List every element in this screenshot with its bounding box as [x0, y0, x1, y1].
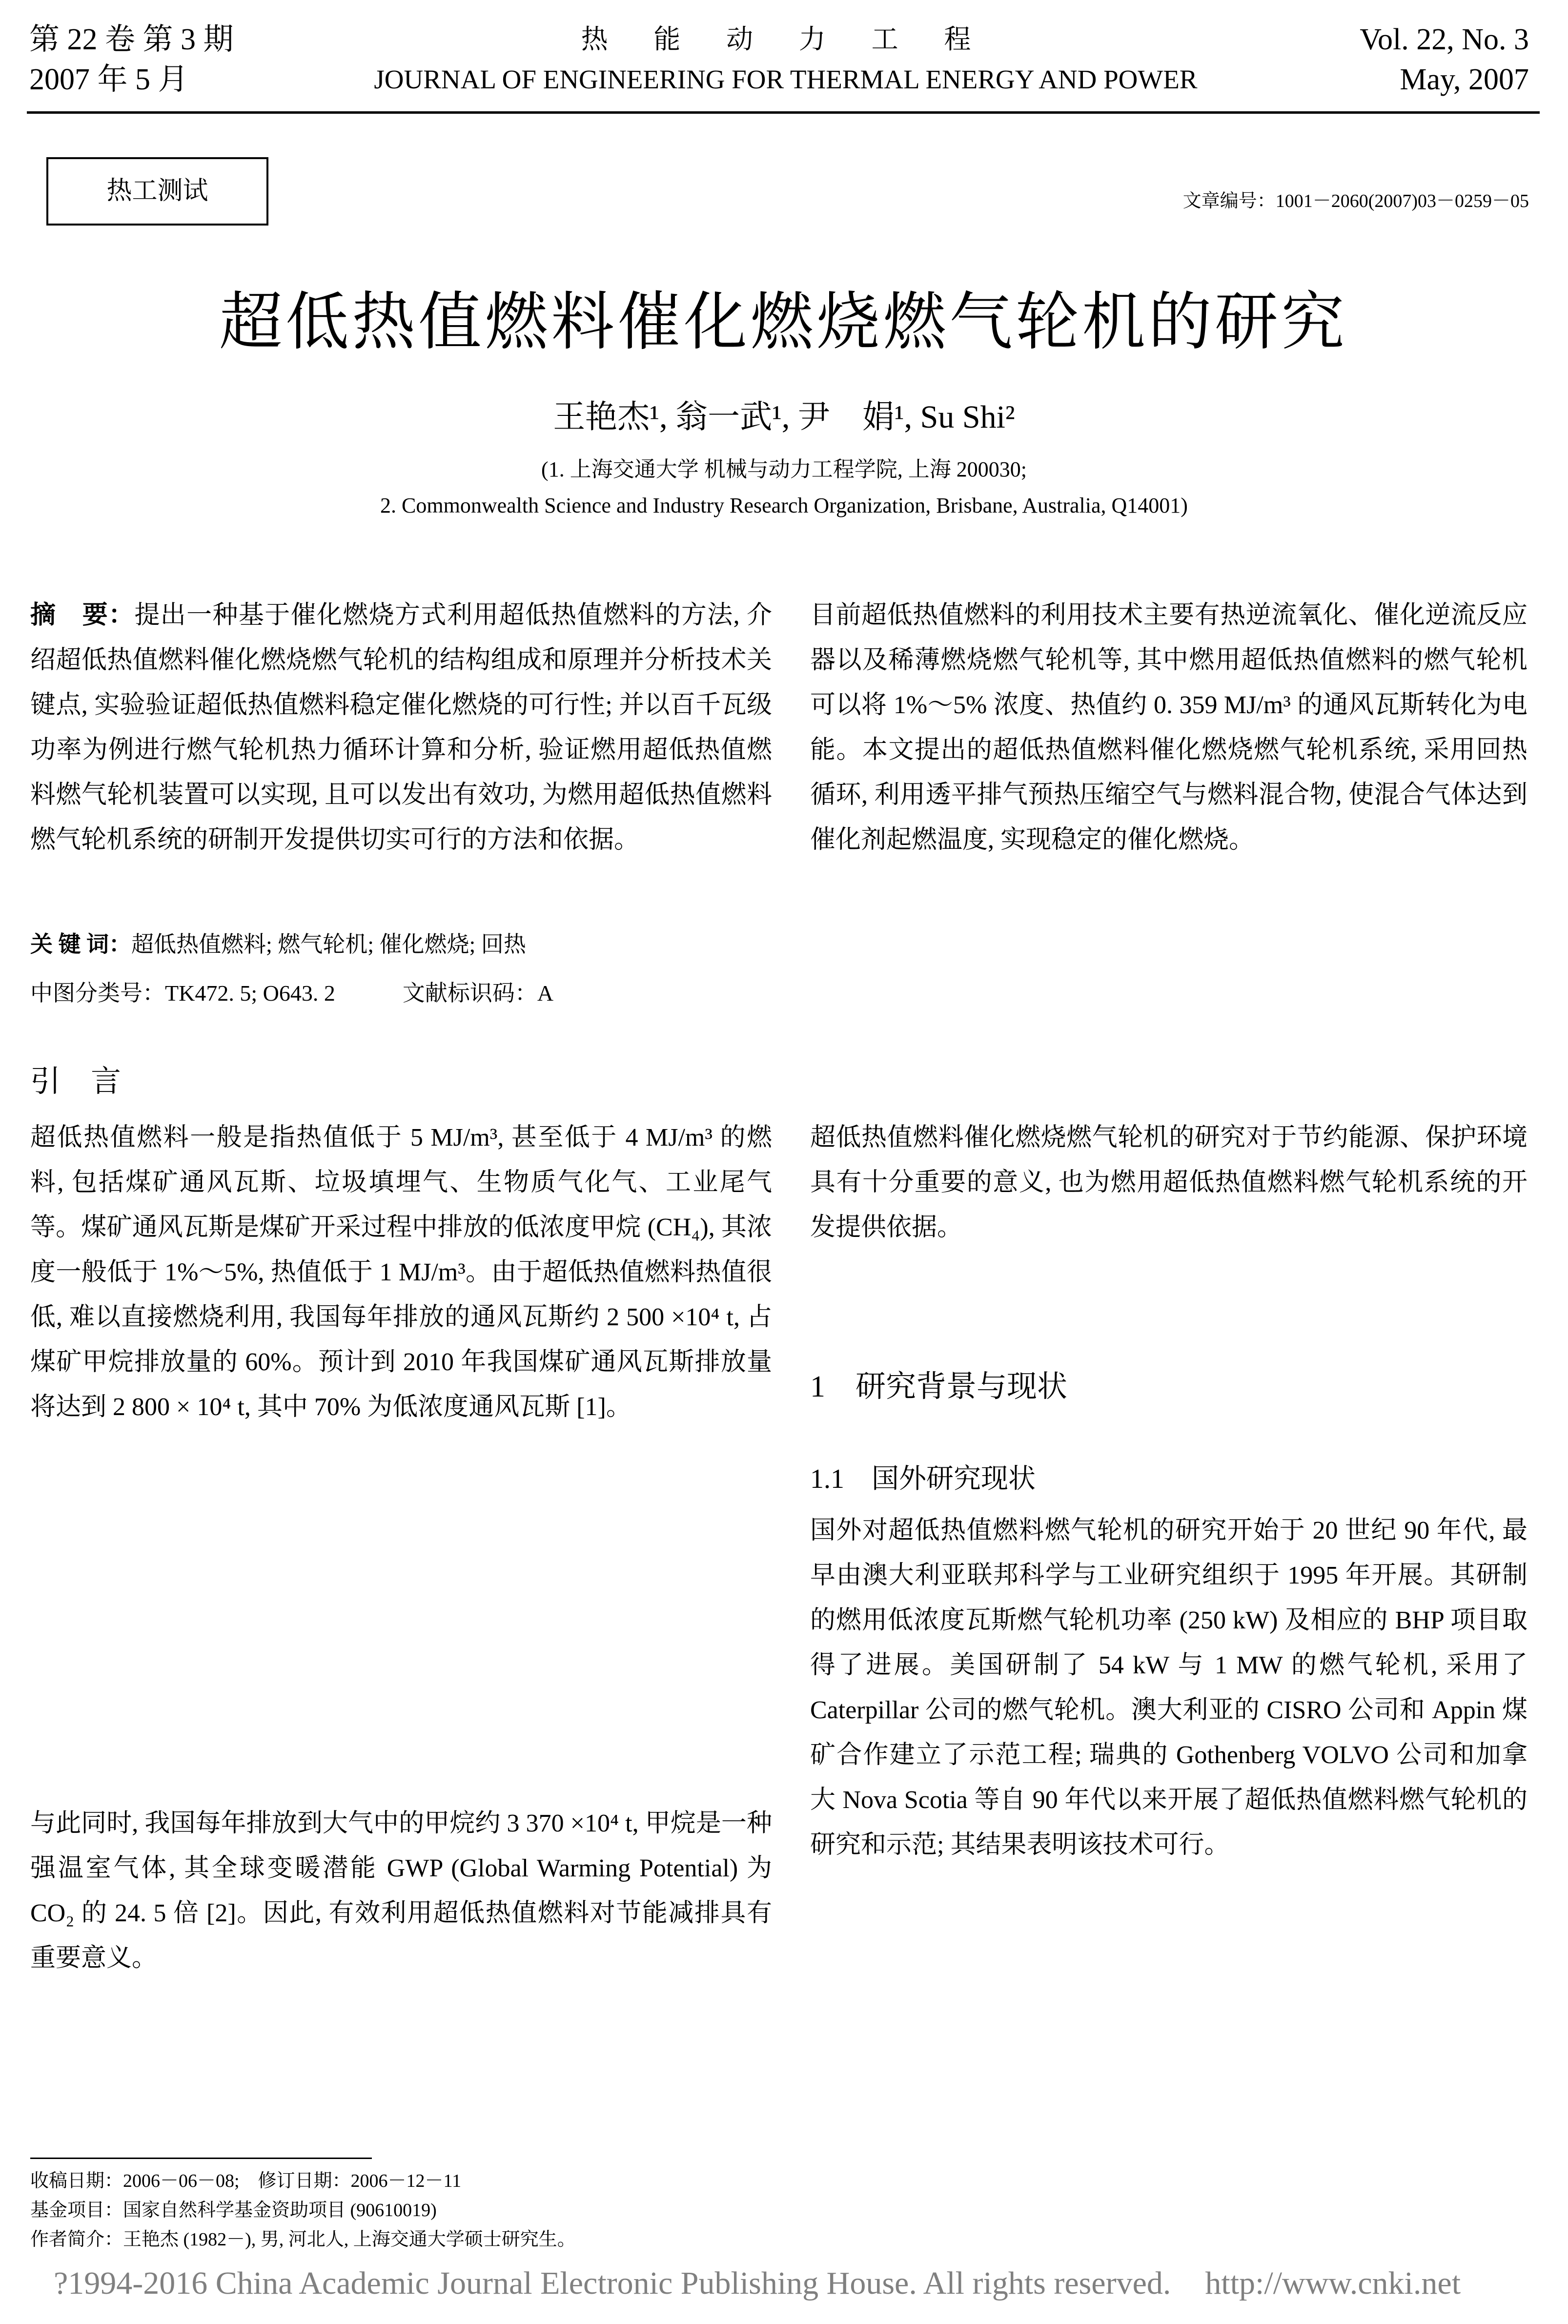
authors: 王艳杰¹, 翁一武¹, 尹 娟¹, Su Shi² [553, 399, 1015, 435]
intro-paragraph-2: 与此同时, 我国每年排放到大气中的甲烷约 3 370 ×10⁴ t, 甲烷是一种强温室气体, 其全球变暖潜能 GWP (Global Warming Potential) 为 CO₂ 的 24. 5 倍 [2]。因此, 有效利用超低热值燃料对节能减排具有重要意义。 [30, 1810, 772, 1972]
keywords-text: 超低热值燃料; 燃气轮机; 催化燃烧; 回热 [131, 932, 526, 957]
journal-name-cn: 热 能 动 力 工 程 [581, 24, 991, 54]
keywords-label: 关 键 词： [30, 932, 131, 957]
abstract [30, 593, 772, 863]
keywords [30, 923, 772, 967]
footnote-rule [30, 2158, 372, 2159]
intro-paragraph-1: 超低热值燃料一般是指热值低于 5 MJ/m³, 甚至低于 4 MJ/m³ 的燃料, 包括煤矿通风瓦斯、垃圾填埋气、生物质气化气、工业尾气等。煤矿通风瓦斯是煤矿开采过程中排放的低浓度甲烷 (CH₄), 其浓度一般低于 1%～5%, 热值低于 1 MJ/m³。由于超低热值燃料热值很低, 难以直接燃烧利用, 我国每年排放的通风瓦斯约 2 500 ×10⁴ t, 占煤矿甲烷排放量的 60%。预计到 2010 年我国煤矿通风瓦斯排放量将达到 2 800 × 10⁴ t, 其中 70% 为低浓度通风瓦斯 [1]。 [30, 1124, 772, 1421]
paper-title: 超低热值燃料催化燃烧燃气轮机的研究 [219, 288, 1347, 358]
column-label: 热工测试 [46, 157, 268, 226]
journal-volume-issue-en [1360, 20, 1529, 100]
copyright-watermark [54, 2265, 1461, 2302]
journal-name [342, 20, 1230, 100]
section-1-1-heading: 1.1 国外研究现状 [810, 1464, 1036, 1494]
right-paragraph-3: 国外对超低热值燃料燃气轮机的研究开始于 20 世纪 90 年代, 最早由澳大利亚联邦科学与工业研究组织于 1995 年开展。其研制的燃用低浓度瓦斯燃气轮机功率 (250 kW) 及相应的 BHP 项目取得了进展。美国研制了 54 kW 与 1 MW 的燃气轮机, 采用了 Caterpillar 公司的燃气轮机。澳大利亚的 CISRO 公司和 Appin 煤矿合作建立了示范工程; 瑞典的 Gothenberg VOLVO 公司和加拿大 Nova Scotia 等自 90 年代以来开展了超低热值燃料燃气轮机的研究和示范; 其结果表明该技术可行。 [810, 1517, 1527, 1859]
right-paragraph-1: 目前超低热值燃料的利用技术主要有热逆流氧化、催化逆流反应器以及稀薄燃烧燃气轮机等, 其中燃用超低热值燃料的燃气轮机可以将 1%～5% 浓度、热值约 0. 359 MJ/m³ 的通风瓦斯转化为电能。本文提出的超低热值燃料催化燃烧燃气轮机系统, 采用回热循环, 利用透平排气预热压缩空气与燃料混合物, 使混合气体达到催化剂起燃温度, 实现稳定的催化燃烧。 [810, 601, 1527, 854]
footnote-author: 作者简介：王艳杰 (1982－), 男, 河北人, 上海交通大学硕士研究生。 [30, 2229, 576, 2250]
volume-line: 第 22 卷 第 3 期 [29, 23, 234, 56]
date-line: 2007 年 5 月 [29, 63, 188, 96]
volume-line-en: Vol. 22, No. 3 [1360, 23, 1529, 56]
copyright-text: ?1994-2016 China Academic Journal Electronic Publishing House. All rights reserved. [54, 2265, 1171, 2301]
section-1-heading: 1 研究背景与现状 [810, 1370, 1068, 1403]
article-id: 文章编号：1001－2060(2007)03－0259－05 [1182, 191, 1529, 211]
header-rule [27, 111, 1540, 114]
footnote-funding: 基金项目：国家自然科学基金资助项目 (90610019) [30, 2200, 437, 2221]
journal-name-en: JOURNAL OF ENGINEERING FOR THERMAL ENERGY AND POWER [374, 64, 1198, 94]
abstract-text: 提出一种基于催化燃烧方式利用超低热值燃料的方法, 介绍超低热值燃料催化燃烧燃气轮机的结构组成和原理并分析技术关键点, 实验验证超低热值燃料稳定催化燃烧的可行性; 并以百千瓦级功率为例进行燃气轮机热力循环计算和分析, 验证燃用超低热值燃料燃气轮机装置可以实现, 且可以发出有效功, 为燃用超低热值燃料燃气轮机系统的研制开发提供切实可行的方法和依据。 [30, 601, 772, 854]
right-paragraph-2: 超低热值燃料催化燃烧燃气轮机的研究对于节约能源、保护环境具有十分重要的意义, 也为燃用超低热值燃料燃气轮机系统的开发提供依据。 [810, 1124, 1527, 1241]
cnki-url: http://www.cnki.net [1205, 2265, 1461, 2301]
abstract-label: 摘 要： [30, 601, 135, 629]
date-line-en: May, 2007 [1400, 63, 1529, 96]
affiliation-1: (1. 上海交通大学 机械与动力工程学院, 上海 200030; [541, 457, 1027, 481]
journal-volume-issue-cn [29, 20, 234, 100]
classification: 中图分类号：TK472. 5; O643. 2 文献标识码：A [30, 981, 554, 1006]
intro-heading: 引 言 [30, 1065, 122, 1098]
affiliation-2: 2. Commonwealth Science and Industry Research Organization, Brisbane, Australia, Q14001) [380, 494, 1188, 517]
footnote-received: 收稿日期：2006－06－08; 修订日期：2006－12－11 [30, 2171, 462, 2191]
